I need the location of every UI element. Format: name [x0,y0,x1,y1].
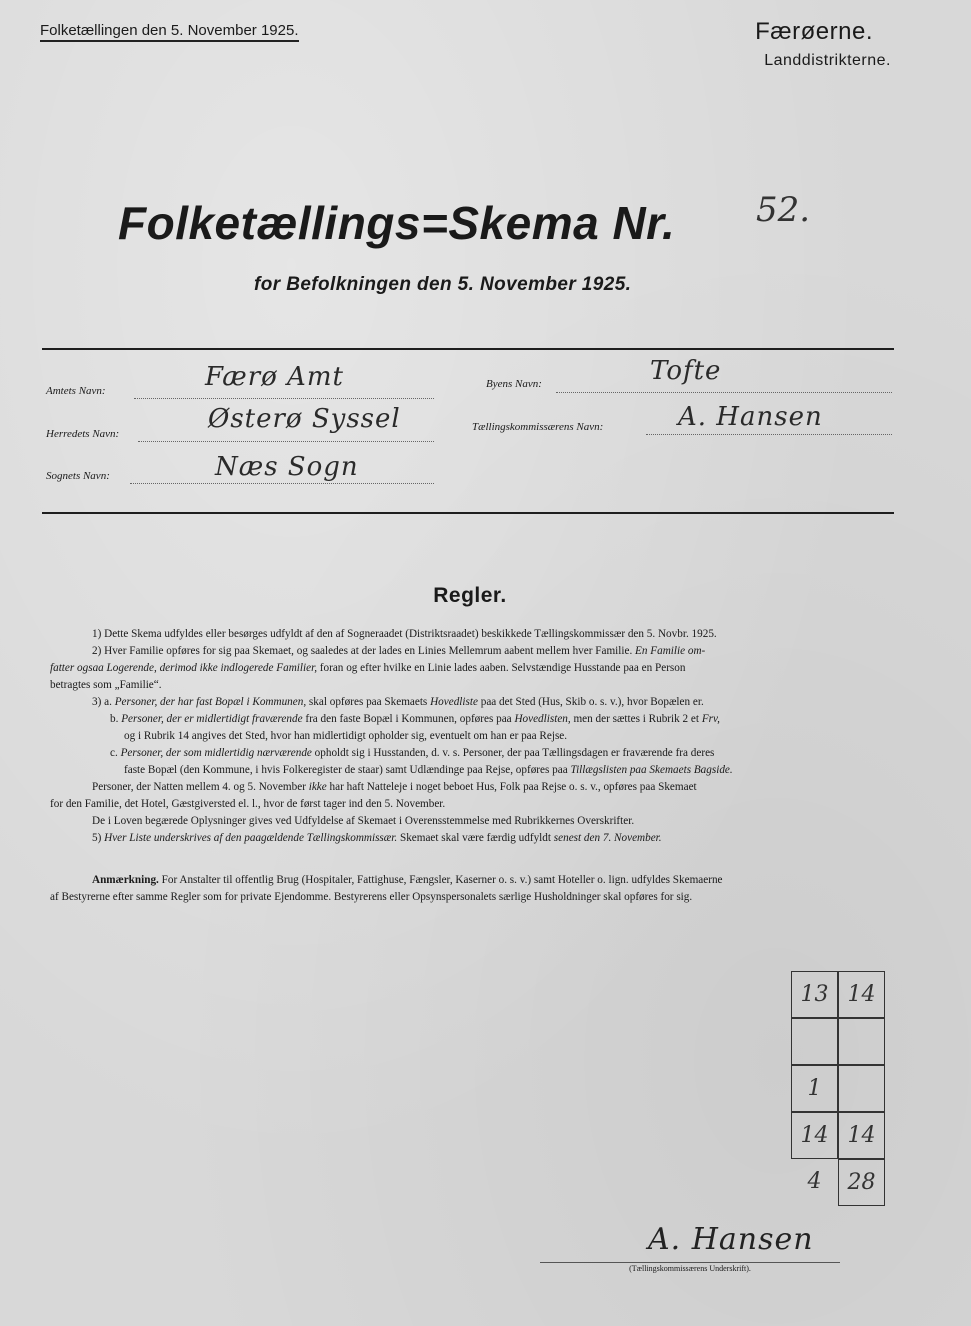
tally-cell: 13 [791,971,838,1018]
rule-4-line-2: for den Familie, det Hotel, Gæstgiversted el. l., hvor de først tager ind den 5. November. [50,798,446,810]
byen-value: Tofte [650,356,722,386]
signature-caption: (Tællingskommissærens Underskrift). [629,1264,751,1273]
amt-label: Amtets Navn: [46,385,106,397]
tally-row [791,1112,886,1159]
tally-row [791,1065,886,1112]
form-subtitle: for Befolkningen den 5. November 1925. [254,274,632,295]
kommissaer-value: A. Hansen [678,402,823,432]
byen-label: Byens Navn: [486,378,542,390]
anmaerkning-line-1: Anmærkning. For Anstalter til offentlig Brug (Hospitaler, Fattighuse, Fængsler, Kaserner o. s. v.) samt Hoteller o. lign. udfyldes Skemaerne [92,874,723,886]
tally-cell [791,1018,838,1065]
tally-row [791,971,886,1018]
signature: A. Hansen [648,1222,814,1257]
tally-cell: 28 [838,1159,885,1206]
anmaerkning-line-2: af Bestyrerne efter samme Regler som for private Ejendomme. Bestyrerens eller Opsynspersonalets særlige Husholdninger skal opføres for sig. [50,891,693,903]
rule-3a: 3) a. Personer, der har fast Bopæl i Kommunen, skal opføres paa Skemaets Hovedliste paa det Sted (Hus, Skib o. s. v.), hvor Bopælen er. [92,696,704,708]
tally-cell: 14 [838,971,885,1018]
census-date-header: Folketællingen den 5. November 1925. [40,22,299,42]
tally-cell: 1 [791,1065,838,1112]
sogn-value: Næs Sogn [215,452,359,482]
amt-value: Færø Amt [205,362,344,392]
herred-line [138,441,434,442]
rule-1: 1) Dette Skema udfyldes eller besørges udfyldt af den af Sogneraadet (Distriktsraadet) beskikkede Tællingskommissær den 5. Novbr. 1925. [92,628,717,640]
rule-5: 5) Hver Liste underskrives af den paagældende Tællingskommissær. Skemaet skal være færdig udfyldt senest den 7. November. [92,832,662,844]
top-divider [42,348,894,350]
region-header: Færøerne. [755,18,873,45]
tally-row [791,1159,886,1206]
kommissaer-label: Tællingskommissærens Navn: [472,421,604,433]
form-number: 52. [756,190,811,230]
rule-2-line-1: 2) Hver Familie opføres for sig paa Skemaet, og saaledes at der lades en Linies Mellemrum aabent mellem hver Familie. En Familie om- [92,645,706,657]
tally-row [791,1018,886,1065]
tally-cell: 14 [791,1112,838,1159]
kommissaer-line [646,434,892,435]
sogn-line [130,483,434,484]
herred-value: Østerø Syssel [208,404,401,434]
tally-cell [838,1018,885,1065]
amt-line [134,398,434,399]
sogn-label: Sognets Navn: [46,470,110,482]
rule-2-line-2: fatter ogsaa Logerende, derimod ikke indlogerede Familier, foran og efter hvilke en Linie lades aaben. Selvstændige Husstande paa en Person [50,662,686,674]
rule-4-line-1: Personer, der Natten mellem 4. og 5. November ikke har haft Natteleje i noget beboet Hus, Folk paa Rejse o. s. v., opføres paa Skemaet [92,781,697,793]
herred-label: Herredets Navn: [46,428,120,440]
rule-3c-line-1: c. Personer, der som midlertidig nærværende opholdt sig i Husstanden, d. v. s. Personer, der paa Tællingsdagen er fraværende fra deres [110,747,715,759]
rule-3c-line-2: faste Bopæl (den Kommune, i hvis Folkeregister de staar) samt Udlændinge paa Rejse, opføres paa Tillægslisten paa Skemaets Bagside. [124,764,733,776]
tally-cell: 14 [838,1112,885,1159]
rule-2-line-3: betragtes som „Familie“. [50,679,162,691]
district-header: Landdistrikterne. [764,52,891,69]
tally-cell [838,1065,885,1112]
form-title: Folketællings=Skema Nr. [118,197,676,249]
signature-line [540,1262,840,1263]
anmaerkning-label: Anmærkning. [92,874,159,886]
regler-heading: Regler. [433,584,507,607]
rule-3b-line-1: b. Personer, der er midlertidigt fraværende fra den faste Bopæl i Kommunen, opføres paa Hovedlisten, men der sættes i Rubrik 2 et Frv, [110,713,720,725]
rule-4-line-3: De i Loven begærede Oplysninger gives ved Udfyldelse af Skemaet i Overensstemmelse med Rubrikkernes Overskrifter. [92,815,635,827]
rule-3b-line-2: og i Rubrik 14 angives det Sted, hvor han midlertidigt opholder sig, eventuelt om han er paa Rejse. [124,730,568,742]
tally-cell: 4 [807,1169,822,1194]
byen-line [556,392,892,393]
bottom-divider [42,512,894,514]
